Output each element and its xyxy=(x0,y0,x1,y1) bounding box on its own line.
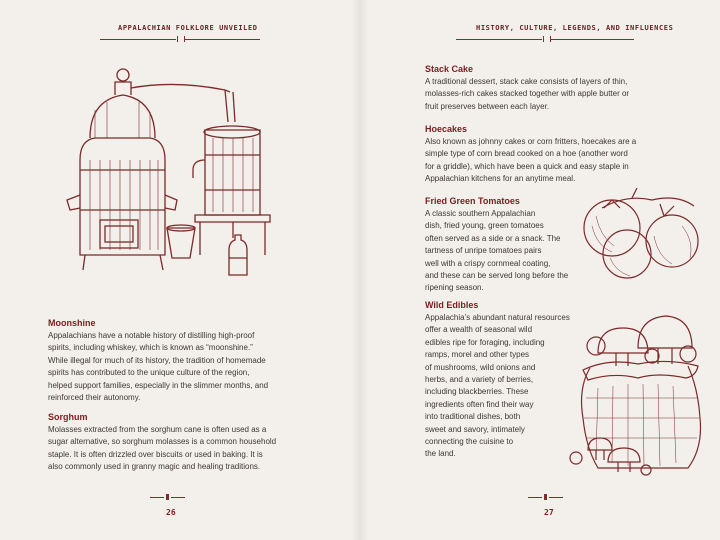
moonshine-heading: Moonshine xyxy=(48,318,96,328)
stack-cake-line: molasses-rich cakes stacked together with apple butter or xyxy=(425,89,630,99)
header-ornament-right xyxy=(543,36,551,42)
sorghum-line: sugar alternative, so sorghum molasses is a common household xyxy=(48,437,277,447)
hoecakes-heading: Hoecakes xyxy=(425,124,468,134)
page-number-left: 26 xyxy=(166,508,176,517)
wild-edibles-line: edibles ripe for foraging, including xyxy=(425,337,545,347)
header-rule-right-a xyxy=(456,39,542,40)
folio-rule-right-a xyxy=(528,497,542,498)
moonshine-line: While illegal for much of its history, the tradition of homemade xyxy=(48,355,266,365)
wild-edibles-line: including blackberries. These xyxy=(425,387,529,397)
moonshine-line: Appalachians have a notable history of distilling high-proof xyxy=(48,331,255,340)
moonshine-line: spirits, including whiskey, which is known as “moonshine.” xyxy=(48,343,253,353)
tomatoes-line: ripening season. xyxy=(425,283,484,293)
tomatoes-line: well with a crispy cornmeal coating, xyxy=(425,258,551,268)
wild-edibles-line: Appalachia’s abundant natural resources xyxy=(425,313,570,322)
folio-rule-left-a xyxy=(150,497,164,498)
wild-edibles-heading: Wild Edibles xyxy=(425,300,479,310)
moonshine-still-icon xyxy=(55,60,295,280)
moonshine-line: reinforced their autonomy. xyxy=(48,393,141,403)
header-rule-right-b xyxy=(550,39,634,40)
sorghum-line: staple. It is often drizzled over biscuits or used in baking. It is xyxy=(48,449,263,459)
sorghum-line: also commonly used in granny magic and healing traditions. xyxy=(48,462,261,472)
hoecakes-line: Appalachian kitchens for an anytime meal. xyxy=(425,174,576,184)
folio-rule-left-b xyxy=(171,497,185,498)
wild-edibles-line: of mushrooms, wild onions and xyxy=(425,362,536,372)
running-head-left: APPALACHIAN FOLKLORE UNVEILED xyxy=(118,24,258,32)
wild-edibles-line: herbs, and a variety of berries, xyxy=(425,375,534,385)
stack-cake-line: A traditional dessert, stack cake consists of layers of thin, xyxy=(425,77,628,86)
wild-edibles-line: the land. xyxy=(425,449,456,459)
tomatoes-line: and these can be served long before the xyxy=(425,271,569,281)
header-ornament-left xyxy=(177,36,185,42)
sorghum-heading: Sorghum xyxy=(48,412,88,422)
stack-cake-line: fruit preserves between each layer. xyxy=(425,101,550,111)
hoecakes-line: Also known as johnny cakes or corn fritters, hoecakes are a xyxy=(425,137,637,146)
wild-edibles-line: ingredients often find their way xyxy=(425,399,534,409)
tomatoes-line: tartness of unripe tomatoes pairs xyxy=(425,246,542,256)
fried-green-tomatoes-heading: Fried Green Tomatoes xyxy=(425,196,520,206)
wild-edibles-line: ramps, morel and other types xyxy=(425,350,530,360)
sorghum-paragraph xyxy=(48,424,308,474)
stack-cake-heading: Stack Cake xyxy=(425,64,474,74)
header-rule-left-a xyxy=(100,39,176,40)
wild-edibles-line: connecting the cuisine to xyxy=(425,437,514,447)
wild-edibles-line: offer a wealth of seasonal wild xyxy=(425,325,533,335)
fried-green-tomatoes-paragraph xyxy=(425,208,595,295)
folio-ornament-left xyxy=(166,494,169,500)
moonshine-line: helped support families, especially in the slimmer months, and xyxy=(48,380,269,390)
tomatoes-line: often served as a side or a snack. The xyxy=(425,233,561,243)
hoecakes-line: for a griddle), which have been a quick and easy staple in xyxy=(425,161,629,171)
sorghum-line: Molasses extracted from the sorghum cane is often used as a xyxy=(48,425,267,434)
running-head-right: HISTORY, CULTURE, LEGENDS, AND INFLUENCES xyxy=(476,24,674,32)
folio-rule-right-b xyxy=(549,497,563,498)
mushroom-sack-icon xyxy=(568,298,708,478)
hoecakes-paragraph xyxy=(425,136,685,186)
hoecakes-line: simple type of corn bread cooked on a hoe (another word xyxy=(425,149,628,159)
page-number-right: 27 xyxy=(544,508,554,517)
moonshine-paragraph xyxy=(48,330,308,404)
tomatoes-line: dish, fried young, green tomatoes xyxy=(425,221,544,231)
right-page xyxy=(360,0,720,540)
folio-ornament-right xyxy=(544,494,547,500)
stack-cake-paragraph xyxy=(425,76,685,113)
tomatoes-line: A classic southern Appalachian xyxy=(425,209,536,218)
wild-edibles-line: sweet and savory, intimately xyxy=(425,424,525,434)
moonshine-line: spirits has contributed to the unique culture of the region, xyxy=(48,368,250,378)
wild-edibles-line: into traditional dishes, both xyxy=(425,412,521,422)
tomatoes-icon xyxy=(582,186,702,286)
header-rule-left-b xyxy=(184,39,260,40)
